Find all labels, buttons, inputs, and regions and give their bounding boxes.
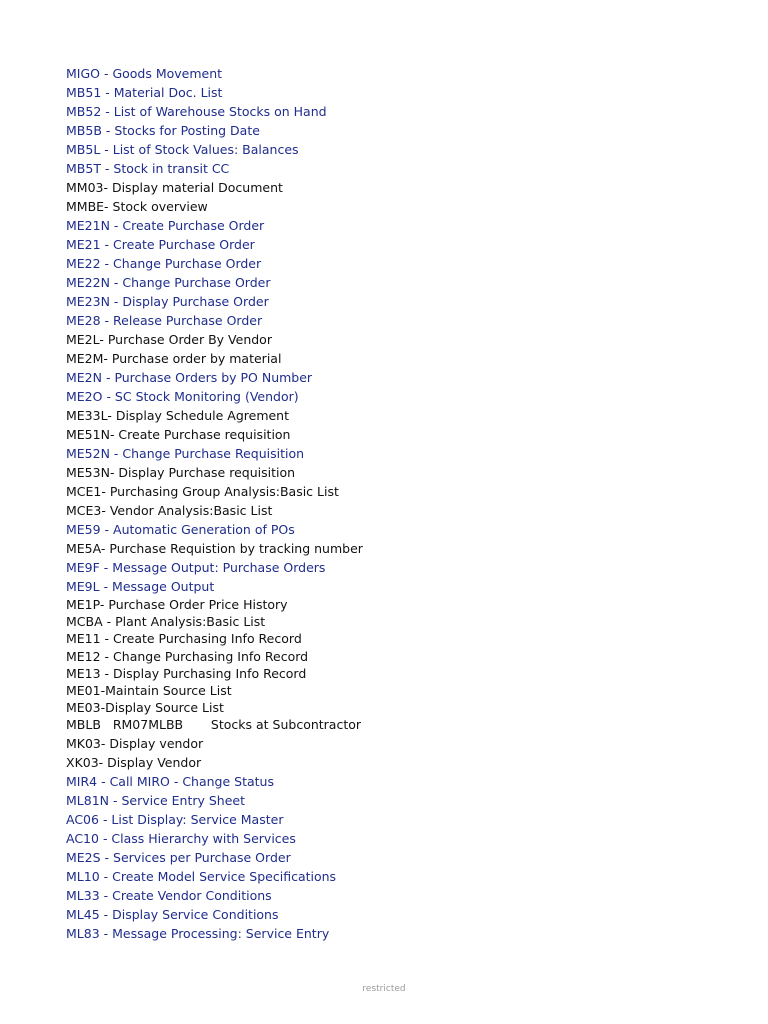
list-item: XK03- Display Vendor xyxy=(66,754,202,770)
list-item: ML10 - Create Model Service Specifications xyxy=(66,868,337,884)
list-item: AC06 - List Display: Service Master xyxy=(66,811,284,827)
list-item: ME52N - Change Purchase Requisition xyxy=(66,446,305,461)
list-item: ME21N - Create Purchase Order xyxy=(66,218,265,233)
list-item: MCBA - Plant Analysis:Basic List xyxy=(66,614,266,630)
list-item: AC10 - Class Hierarchy with Services xyxy=(66,830,296,846)
list-item: ML45 - Display Service Conditions xyxy=(66,906,279,922)
list-item: ME01-Maintain Source List xyxy=(66,682,232,698)
list-item: MB52 - List of Warehouse Stocks on Hand xyxy=(66,104,327,119)
list-item: MK03- Display vendor xyxy=(66,735,204,751)
list-item: MIGO - Goods Movement xyxy=(66,66,223,81)
list-item: ME51N- Create Purchase requisition xyxy=(66,427,291,442)
list-item: MMBE- Stock overview xyxy=(66,199,208,214)
list-item: MIR4 - Call MIRO - Change Status xyxy=(66,773,274,789)
list-item: ME5A- Purchase Requistion by tracking number xyxy=(66,541,363,556)
list-item: MCE1- Purchasing Group Analysis:Basic List xyxy=(66,484,339,499)
list-item: ME2S - Services per Purchase Order xyxy=(66,849,291,865)
list-item: MB5L - List of Stock Values: Balances xyxy=(66,142,299,157)
list-item: ME2N - Purchase Orders by PO Number xyxy=(66,370,313,385)
list-item: ME03-Display Source List xyxy=(66,700,224,716)
list-item: ME9L - Message Output xyxy=(66,579,215,594)
list-item: ME12 - Change Purchasing Info Record xyxy=(66,648,309,664)
list-item: ME9F - Message Output: Purchase Orders xyxy=(66,560,326,575)
list-item: ME2L- Purchase Order By Vendor xyxy=(66,332,272,347)
list-item: ME2M- Purchase order by material xyxy=(66,351,282,366)
transaction-code-list xyxy=(66,64,363,943)
list-item: ME11 - Create Purchasing Info Record xyxy=(66,631,302,647)
list-item: ME59 - Automatic Generation of POs xyxy=(66,522,295,537)
list-item: ME2O - SC Stock Monitoring (Vendor) xyxy=(66,389,299,404)
footer-classification-label: restricted xyxy=(362,984,406,994)
list-item: MB51 - Material Doc. List xyxy=(66,85,223,100)
list-item: ME23N - Display Purchase Order xyxy=(66,294,269,309)
list-item: ME1P- Purchase Order Price History xyxy=(66,597,288,612)
list-item: ME22 - Change Purchase Order xyxy=(66,256,262,271)
list-item: ML33 - Create Vendor Conditions xyxy=(66,887,272,903)
list-item: ME28 - Release Purchase Order xyxy=(66,313,263,328)
list-item: ME22N - Change Purchase Order xyxy=(66,275,271,290)
list-item: MM03- Display material Document xyxy=(66,180,283,195)
list-item: MB5T - Stock in transit CC xyxy=(66,161,230,176)
list-item: ME53N- Display Purchase requisition xyxy=(66,465,296,480)
list-item: MBLB RM07MLBB Stocks at Subcontractor xyxy=(66,717,362,733)
list-item: ML83 - Message Processing: Service Entry xyxy=(66,925,330,941)
list-item: MB5B - Stocks for Posting Date xyxy=(66,123,260,138)
list-item: ML81N - Service Entry Sheet xyxy=(66,792,246,808)
list-item: MCE3- Vendor Analysis:Basic List xyxy=(66,503,273,518)
list-item: ME21 - Create Purchase Order xyxy=(66,237,255,252)
list-item: ME33L- Display Schedule Agrement xyxy=(66,408,290,423)
list-item: ME13 - Display Purchasing Info Record xyxy=(66,665,307,681)
